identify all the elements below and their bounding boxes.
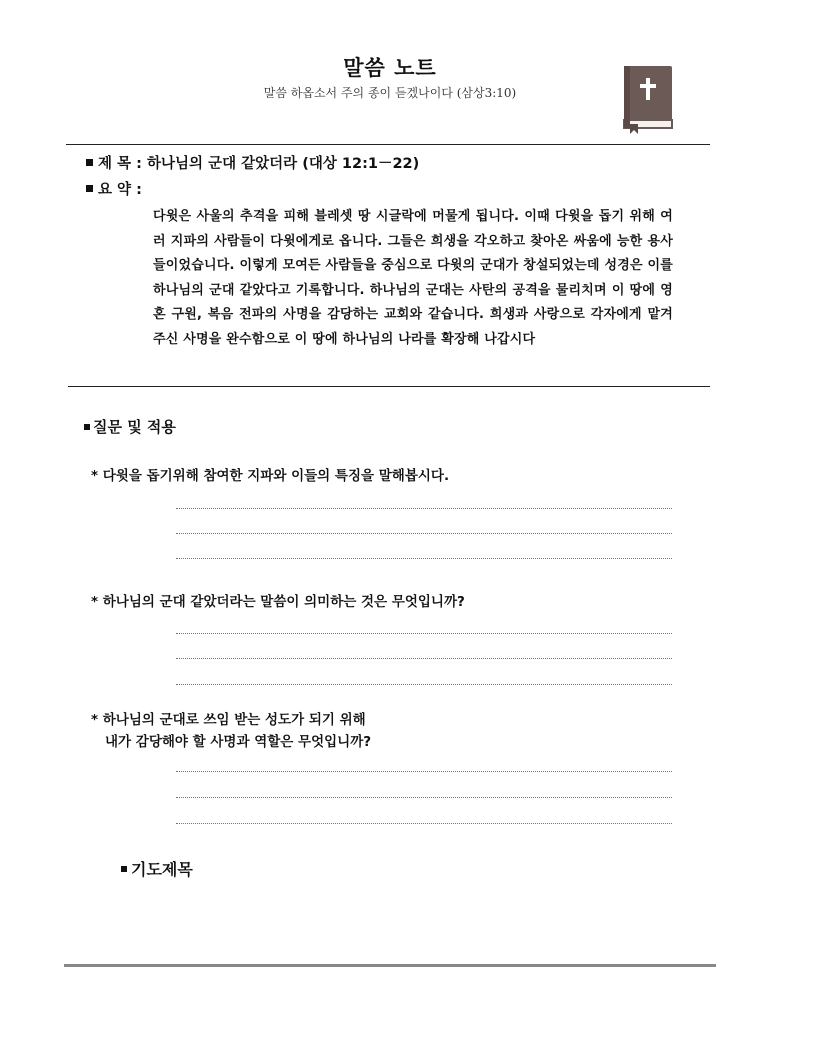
page-subtitle: 말씀 하옵소서 주의 종이 듣겠나이다 (삼상3:10) xyxy=(263,86,517,100)
questions-section-title xyxy=(84,416,176,437)
footer-divider xyxy=(64,964,716,967)
question-2: * 하나님의 군대 같았더라는 말씀이 의미하는 것은 무엇입니까? xyxy=(91,594,465,610)
answer-line[interactable] xyxy=(176,658,672,659)
questions-section-label: 질문 및 적용 xyxy=(93,418,176,436)
question-1: * 다윗을 돕기위해 참여한 지파와 이들의 특징을 말해봅시다. xyxy=(91,468,450,484)
answer-line[interactable] xyxy=(176,558,672,559)
answer-line[interactable] xyxy=(176,533,672,534)
question-3-line-2: 내가 감당해야 할 사명과 역할은 무엇입니까? xyxy=(105,734,372,750)
bible-icon xyxy=(620,64,674,134)
bullet-icon xyxy=(84,424,90,430)
sermon-title-value: 하나님의 군대 같았더라 (대상 12:1－22) xyxy=(146,156,420,172)
sermon-title-label: 제 목 : xyxy=(98,156,142,172)
prayer-label: 기도제목 xyxy=(131,860,193,879)
bullet-icon xyxy=(86,159,93,166)
page-title: 말씀 노트 xyxy=(343,56,437,80)
answer-line[interactable] xyxy=(176,684,672,685)
header-divider xyxy=(66,144,710,145)
answer-line[interactable] xyxy=(176,771,672,772)
question-3 xyxy=(91,709,371,753)
question-3-line-1: * 하나님의 군대로 쓰임 받는 성도가 되기 위해 xyxy=(91,712,366,728)
summary-label: 요 약 : xyxy=(98,182,142,198)
answer-line[interactable] xyxy=(176,633,672,634)
summary-divider xyxy=(68,386,710,387)
summary-text: 다윗은 사울의 추격을 피해 블레셋 땅 시글락에 머물게 됩니다. 이때 다윗을 돕기 위해 여러 지파의 사람들이 다윗에게로 옵니다. 그들은 희생을 각오하고 찾아온 싸움에 능한 용사들이었습니다. 이렇게 모여든 사람들을 중심으로 다윗의 군대가 창설되었는데 성경은 이를 하나님의 군대 같았다고 기록합니다. 하나님의 군대는 사탄의 공격을 물리치며 이 땅에 영혼 구원, 복음 전파의 사명을 감당하는 교회와 같습니다. 희생과 사랑으로 각자에게 맡겨주신 사명을 완수함으로 이 땅에 하나님의 나라를 확장해 나갑시다 xyxy=(153,209,673,347)
sermon-title-row xyxy=(86,152,419,173)
summary-label-row xyxy=(86,178,142,199)
answer-line[interactable] xyxy=(176,823,672,824)
prayer-section-title xyxy=(121,857,193,880)
answer-line[interactable] xyxy=(176,797,672,798)
bullet-icon xyxy=(121,866,127,872)
bullet-icon xyxy=(86,185,93,192)
answer-line[interactable] xyxy=(176,508,672,509)
